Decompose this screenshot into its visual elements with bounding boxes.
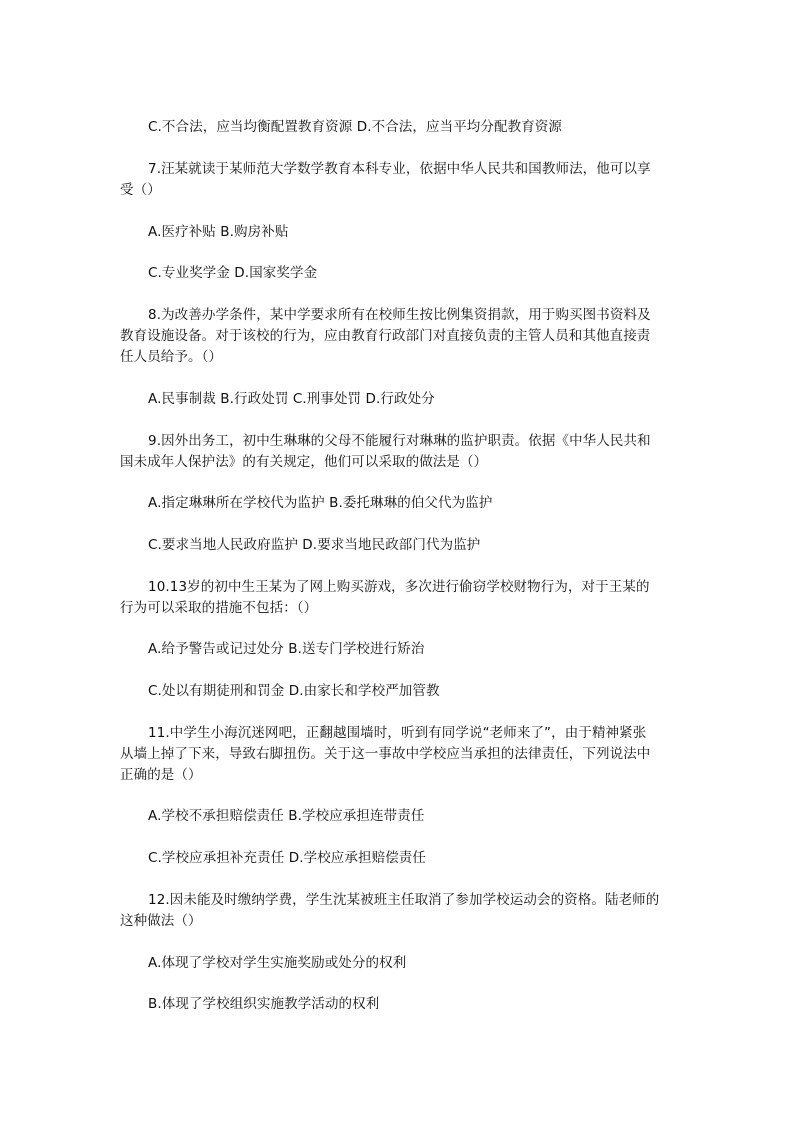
question-7-line-1: 7.汪某就读于某师范大学数学教育本科专业，依据中华人民共和国教师法，他可以享: [148, 161, 651, 177]
question-12-line-1: 12.因未能及时缴纳学费，学生沈某被班主任取消了参加学校运动会的资格。陆老师的: [148, 892, 660, 908]
option-line-q10-ab: A.给予警告或记过处分 B.送专门学校进行矫治: [148, 641, 425, 657]
question-11-line-2: 从墙上掉了下来，导致右脚扭伤。关于这一事故中学校应当承担的法律责任，下列说法中: [120, 746, 651, 762]
question-9-line-1: 9.因外出务工，初中生琳琳的父母不能履行对琳琳的监护职责。依据《中华人民共和: [148, 433, 651, 449]
question-8-line-3: 任人员给予。（）: [120, 349, 223, 365]
question-7-line-2: 受（）: [120, 182, 161, 198]
option-line-q9-cd: C.要求当地人民政府监护 D.要求当地民政部门代为监护: [148, 537, 481, 553]
option-line-q9-ab: A.指定琳琳所在学校代为监护 B.委托琳琳的伯父代为监护: [148, 495, 493, 511]
question-8-line-1: 8.为改善办学条件，某中学要求所有在校师生按比例集资捐款，用于购买图书资料及: [148, 307, 651, 323]
question-10-line-2: 行为可以采取的措施不包括：（）: [120, 600, 318, 616]
option-line-q12-b: B.体现了学校组织实施教学活动的权利: [148, 996, 380, 1012]
option-line-q10-cd: C.处以有期徒刑和罚金 D.由家长和学校严加管教: [148, 683, 440, 699]
option-line-q6-cd: C.不合法，应当均衡配置教育资源 D.不合法，应当平均分配教育资源: [148, 119, 562, 135]
option-line-q11-cd: C.学校应承担补充责任 D.学校应承担赔偿责任: [148, 850, 426, 866]
question-12-line-2: 这种做法（）: [120, 913, 202, 929]
question-11-line-3: 正确的是（）: [120, 767, 202, 783]
option-line-q7-ab: A.医疗补贴 B.购房补贴: [148, 224, 289, 240]
option-line-q8: A.民事制裁 B.行政处罚 C.刑事处罚 D.行政处分: [148, 391, 435, 407]
question-8-line-2: 教育设施设备。对于该校的行为，应由教育行政部门对直接负责的主管人员和其他直接责: [120, 328, 651, 344]
option-line-q11-ab: A.学校不承担赔偿责任 B.学校应承担连带责任: [148, 808, 425, 824]
question-11-line-1: 11.中学生小海沉迷网吧，正翻越围墙时，听到有同学说“老师来了”，由于精神紧张: [148, 725, 647, 741]
option-line-q7-cd: C.专业奖学金 D.国家奖学金: [148, 265, 318, 281]
option-line-q12-a: A.体现了学校对学生实施奖励或处分的权利: [148, 955, 407, 971]
question-10-line-1: 10.13岁的初中生王某为了网上购买游戏，多次进行偷窃学校财物行为，对于王某的: [148, 579, 650, 595]
question-9-line-2: 国未成年人保护法》的有关规定，他们可以采取的做法是（）: [120, 454, 488, 470]
